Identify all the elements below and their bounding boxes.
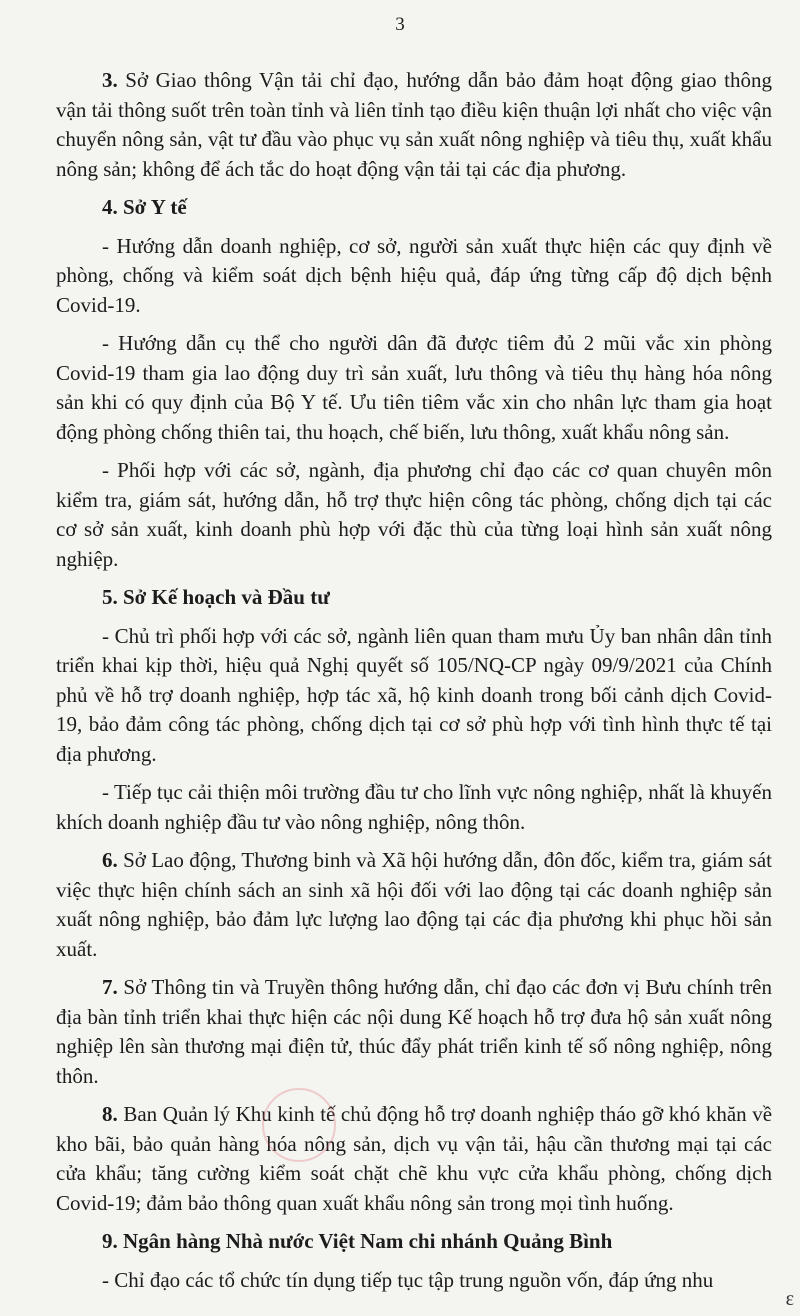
paragraph: - Chỉ đạo các tổ chức tín dụng tiếp tục tập trung nguồn vốn, đáp ứng nhu bbox=[102, 1267, 714, 1292]
paragraph: - Hướng dẫn doanh nghiệp, cơ sở, người sản xuất thực hiện các quy định về phòng, chống và kiểm soát dịch bệnh hiệu quả, đáp ứng từng cấp độ dịch bệnh Covid-19. bbox=[56, 233, 772, 317]
paragraph-lead: 7. bbox=[102, 975, 118, 999]
stamp-trace bbox=[262, 1088, 336, 1162]
paragraph bbox=[56, 846, 772, 964]
paragraph bbox=[56, 1100, 772, 1218]
paragraph bbox=[56, 66, 772, 184]
paragraph-lead: 8. bbox=[102, 1102, 118, 1126]
document-body bbox=[56, 66, 772, 1304]
paragraph-text: Sở Giao thông Vận tải chỉ đạo, hướng dẫn bảo đảm hoạt động giao thông vận tải thông suốt trên toàn tỉnh và liên tỉnh tạo điều kiện thuận lợi nhất cho việc vận chuyển nông sản, vật tư đầu vào phục vụ sản xuất nông nghiệp và tiêu thụ, xuất khẩu nông sản; không để ách tắc do hoạt động vận tải tại các địa phương. bbox=[56, 68, 772, 181]
paragraph: - Hướng dẫn cụ thể cho người dân đã được tiêm đủ 2 mũi vắc xin phòng Covid-19 tham gia lao động duy trì sản xuất, lưu thông và tiêu thụ hàng hóa nông sản khi có quy định của Bộ Y tế. Ưu tiên tiêm vắc xin cho nhân lực tham gia hoạt động phòng chống thiên tai, thu hoạch, chế biến, lưu thông, xuất khẩu nông sản. bbox=[56, 331, 772, 444]
page-number: 3 bbox=[395, 14, 405, 35]
paragraph-text: Ban Quản lý Khu kinh tế chủ động hỗ trợ doanh nghiệp tháo gỡ khó khăn về kho bãi, bảo quản hàng hóa nông sản, dịch vụ vận tải, hậu cần thương mại tại các cửa khẩu; tăng cường kiểm soát chặt chẽ khu vực cửa khẩu phòng, chống dịch Covid-19; đảm bảo thông quan xuất khẩu nông sản trong mọi tình huống. bbox=[56, 1102, 773, 1215]
section-heading: 4. Sở Y tế bbox=[102, 195, 187, 219]
paragraph: - Tiếp tục cải thiện môi trường đầu tư cho lĩnh vực nông nghiệp, nhất là khuyến khích doanh nghiệp đầu tư vào nông nghiệp, nông thôn. bbox=[56, 780, 772, 834]
section-heading: 9. Ngân hàng Nhà nước Việt Nam chi nhánh Quảng Bình bbox=[102, 1229, 613, 1253]
paragraph-text: Sở Lao động, Thương binh và Xã hội hướng dẫn, đôn đốc, kiểm tra, giám sát việc thực hiện chính sách an sinh xã hội đối với lao động tại các doanh nghiệp sản xuất nông nghiệp, bảo đảm lực lượng lao động tại các địa phương khi phục hồi sản xuất. bbox=[56, 848, 773, 961]
paragraph bbox=[56, 973, 772, 1091]
margin-mark: ε bbox=[785, 1288, 794, 1310]
paragraph-lead: 6. bbox=[102, 848, 118, 872]
paragraph: - Phối hợp với các sở, ngành, địa phương chỉ đạo các cơ quan chuyên môn kiểm tra, giám sát, hướng dẫn, hỗ trợ thực hiện công tác phòng, chống dịch tại các cơ sở sản xuất, kinh doanh phù hợp với đặc thù của từng loại hình sản xuất nông nghiệp. bbox=[56, 458, 772, 571]
paragraph-text: Sở Thông tin và Truyền thông hướng dẫn, chỉ đạo các đơn vị Bưu chính trên địa bàn tỉnh triển khai thực hiện các nội dung Kế hoạch hỗ trợ đưa hộ sản xuất nông nghiệp lên sàn thương mại điện tử, thúc đẩy phát triển kinh tế số nông nghiệp, nông thôn. bbox=[56, 975, 773, 1088]
paragraph: - Chủ trì phối hợp với các sở, ngành liên quan tham mưu Ủy ban nhân dân tỉnh triển khai kịp thời, hiệu quả Nghị quyết số 105/NQ-CP ngày 09/9/2021 của Chính phủ về hỗ trợ doanh nghiệp, hợp tác xã, hộ kinh doanh trong bối cảnh dịch Covid-19, bảo đảm công tác phòng, chống dịch tại cơ sở phù hợp với tình hình thực tế tại địa phương. bbox=[56, 623, 772, 766]
paragraph-lead: 3. bbox=[102, 68, 118, 92]
section-heading: 5. Sở Kế hoạch và Đầu tư bbox=[102, 585, 330, 609]
